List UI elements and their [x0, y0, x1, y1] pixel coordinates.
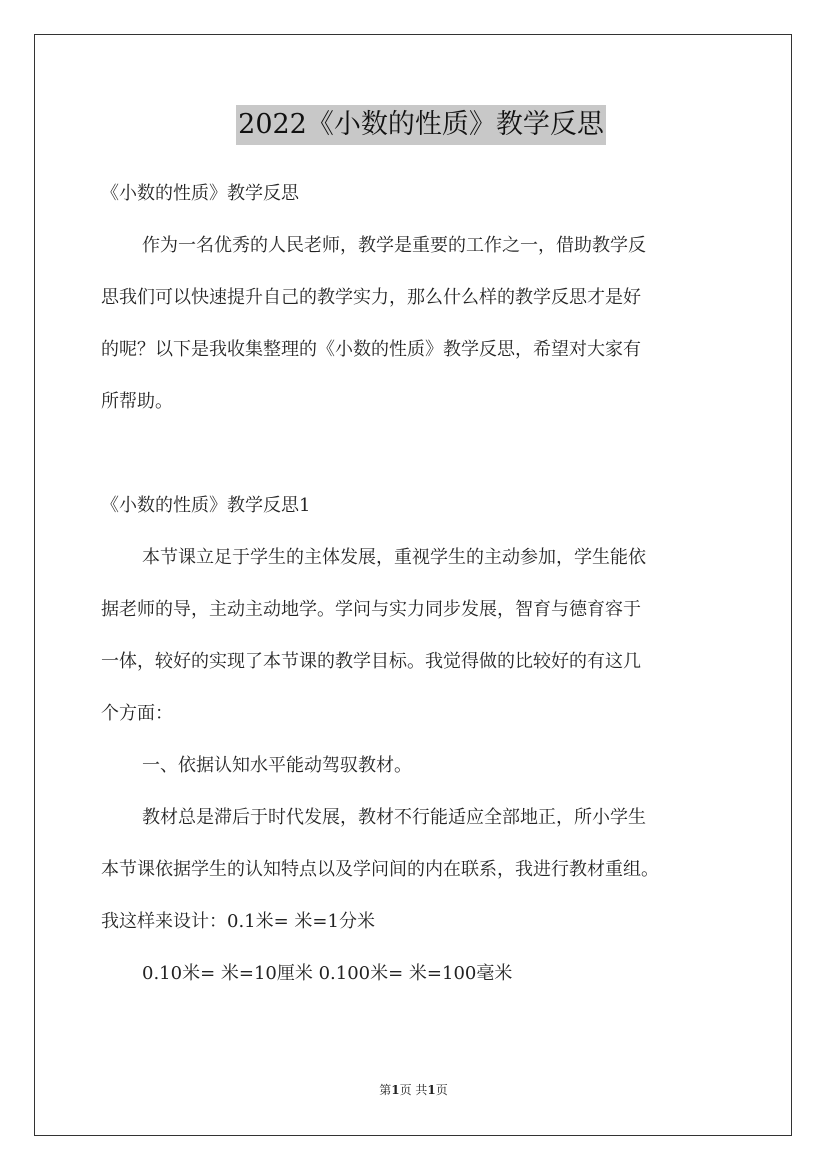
section1-point1: 一、依据认知水平能动驾驭教材。 [142, 755, 412, 776]
intro-line: 的呢？以下是我收集整理的《小数的性质》教学反思，希望对大家有 [101, 339, 641, 360]
footer-page-total: 1 [427, 1083, 436, 1097]
page-footer [0, 1081, 827, 1098]
section1-para1-line: 一体，较好的实现了本节课的教学目标。我觉得做的比较好的有这几 [101, 651, 641, 672]
section1-para1-line: 本节课立足于学生的主体发展，重视学生的主动参加，学生能依 [142, 547, 646, 568]
section1-para1-line: 个方面： [101, 703, 173, 724]
intro-heading: 《小数的性质》教学反思 [101, 183, 299, 204]
section1-para2-line: 我这样来设计：0.1米= 米=1分米 [101, 911, 375, 932]
section1-para2-line: 教材总是滞后于时代发展，教材不行能适应全部地正，所小学生 [142, 807, 646, 828]
intro-line: 思我们可以快速提升自己的教学实力，那么什么样的教学反思才是好 [101, 287, 641, 308]
footer-page-prefix: 第 [379, 1083, 392, 1097]
footer-page-mid: 页 共 [399, 1083, 428, 1097]
section1-para2-line: 本节课依据学生的认知特点以及学问间的内在联系，我进行教材重组。 [101, 859, 659, 880]
section1-para1-line: 据老师的导，主动主动地学。学问与实力同步发展，智育与德育容于 [101, 599, 641, 620]
footer-page-current: 1 [391, 1083, 400, 1097]
document-body [101, 98, 741, 1000]
section1-heading: 《小数的性质》教学反思1 [101, 495, 311, 516]
intro-line: 所帮助。 [101, 391, 173, 412]
footer-page-suffix: 页 [435, 1083, 448, 1097]
intro-line: 作为一名优秀的人民老师，教学是重要的工作之一，借助教学反 [142, 235, 646, 256]
document-title [101, 98, 741, 146]
document-title-text: 2022《小数的性质》教学反思 [236, 105, 606, 145]
section1-formula: 0.10米= 米=10厘米 0.100米= 米=100毫米 [142, 963, 513, 984]
